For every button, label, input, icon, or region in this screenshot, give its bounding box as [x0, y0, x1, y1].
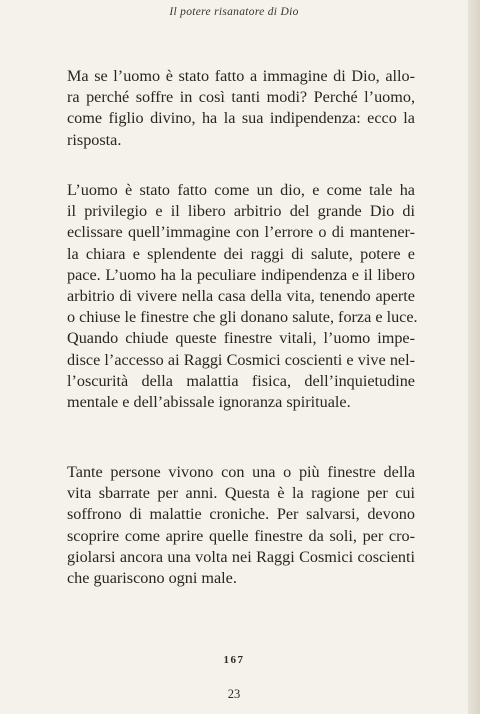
running-header: Il potere risanatore di Dio [169, 6, 299, 18]
text-line: come figlio divino, ha la sua indipendenza: ecco la [67, 109, 415, 128]
text-line: il privilegio e il libero arbitrio del grande Dio di [67, 202, 415, 221]
text-line: l’oscurità della malattia fisica, dell’inquietudine [67, 371, 415, 390]
text-line: L’uomo è stato fatto come un dio, e come tale ha [67, 181, 415, 199]
text-line: ra perché soffre in così tanti modi? Perché l’uomo, [67, 88, 415, 107]
page-edge-shadow [468, 0, 480, 714]
text-line: giolarsi ancora una volta nei Raggi Cosmici coscienti [67, 547, 415, 566]
text-line: che guariscono ogni male. [67, 569, 237, 588]
text-line: Quando chiude queste finestre vitali, l’uomo impe- [67, 329, 415, 348]
paragraph-3 [67, 462, 415, 589]
text-line: scoprire come aprire quelle finestre da soli, per cro- [67, 526, 415, 545]
paragraph-2 [67, 180, 418, 413]
text-line: vita sbarrate per anni. Questa è la ragione per cui [67, 484, 415, 503]
text-line: risposta. [67, 130, 122, 149]
text-line: soffrono di malattie croniche. Per salvarsi, devono [67, 505, 415, 524]
text-line: Ma se l’uomo è stato fatto a immagine di Dio, allo- [67, 67, 415, 85]
text-line: mentale e dell’abissale ignoranza spirituale. [67, 393, 351, 412]
paragraph-1 [67, 66, 415, 151]
text-line: arbitrio di vivere nella casa della vita, tenendo aperte [67, 287, 415, 306]
book-page-number: 167 [223, 654, 245, 666]
text-line: disce l’accesso ai Raggi Cosmici coscienti e vive nel- [67, 350, 415, 369]
text-line: pace. L’uomo ha la peculiare indipendenza e il libero [67, 265, 415, 284]
text-line: la chiara e splendente dei raggi di salute, potere e [67, 244, 415, 263]
scan-page-number: 23 [227, 687, 241, 701]
text-line: o chiuse le finestre che gli donano salute, forza e luce. [67, 308, 418, 327]
text-line: eclissare quell’immagine con l’errore o di mantener- [67, 223, 415, 242]
text-line: Tante persone vivono con una o più finestre della [67, 463, 415, 481]
